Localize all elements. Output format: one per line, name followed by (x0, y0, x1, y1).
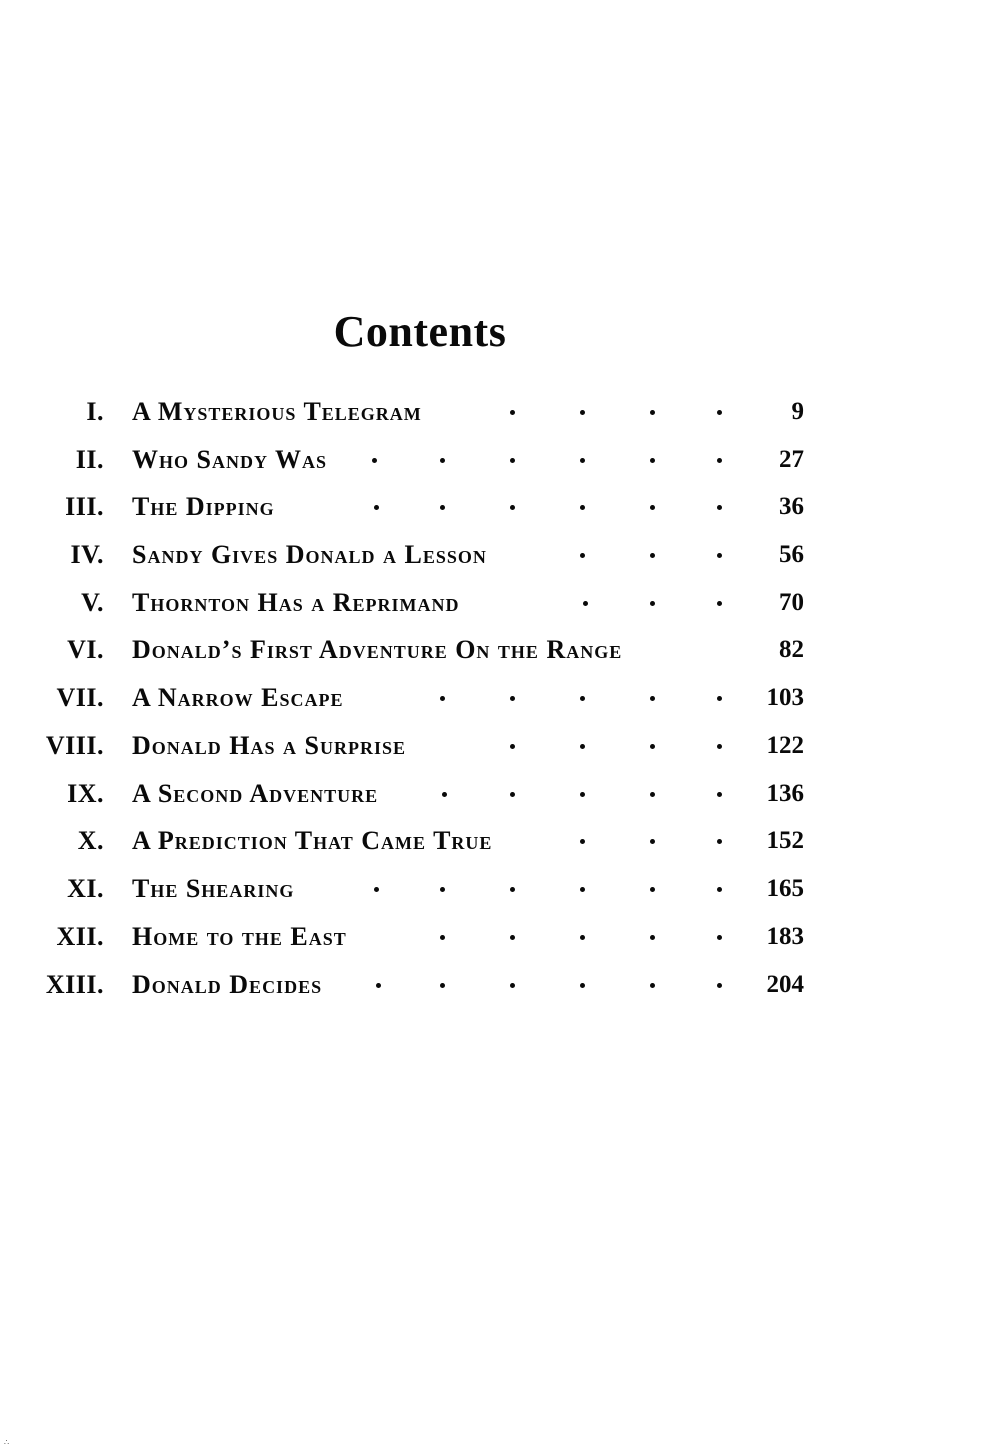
chapter-numeral: XI. (67, 874, 104, 903)
page-number: 9 (791, 398, 804, 425)
chapter-title: Donald Decides (132, 970, 323, 999)
dot-leaders (380, 965, 740, 1005)
chapter-title: Sandy Gives Donald a Lesson (132, 540, 487, 569)
chapter-title: The Dipping (132, 492, 275, 521)
toc-entry-11 (0, 869, 1000, 909)
toc-entry-4 (0, 535, 1000, 575)
chapter-title: Thornton Has a Reprimand (132, 588, 460, 617)
chapter-numeral: III. (65, 492, 104, 521)
chapter-numeral: XIII. (45, 970, 104, 999)
page-number: 204 (766, 971, 804, 998)
page-number: 165 (766, 875, 804, 902)
chapter-numeral: IX. (67, 779, 104, 808)
page-number: 183 (766, 923, 804, 950)
chapter-title: A Second Adventure (132, 779, 379, 808)
chapter-numeral: X. (77, 826, 104, 855)
page-number: 136 (766, 780, 804, 807)
toc-entry-12 (0, 917, 1000, 957)
chapter-numeral: VIII. (45, 731, 104, 760)
chapter-numeral: II. (75, 445, 104, 474)
page-number: 152 (766, 827, 804, 854)
chapter-title: A Prediction That Came True (132, 826, 493, 855)
chapter-title: Who Sandy Was (132, 445, 327, 474)
page-number: 27 (779, 446, 804, 473)
chapter-title: Home to the East (132, 922, 347, 951)
chapter-title: The Shearing (132, 874, 295, 903)
dot-leaders (380, 392, 740, 432)
dot-leaders (380, 869, 740, 909)
dot-leaders (380, 535, 740, 575)
scan-speck: ∴ (4, 1438, 10, 1447)
chapter-numeral: XII. (56, 922, 104, 951)
contents-heading: Contents (333, 307, 507, 356)
toc-entry-9 (0, 774, 1000, 814)
page-number: 70 (779, 589, 804, 616)
chapter-numeral: VI. (67, 635, 104, 664)
toc-entry-1 (0, 392, 1000, 432)
toc-entry-7 (0, 678, 1000, 718)
chapter-title: A Mysterious Telegram (132, 397, 422, 426)
chapter-numeral: VII. (56, 683, 104, 712)
page-number: 103 (766, 684, 804, 711)
dot-leaders (380, 726, 740, 766)
toc-entry-2 (0, 440, 1000, 480)
toc-entry-13 (0, 965, 1000, 1005)
toc-entry-8 (0, 726, 1000, 766)
dot-leaders (380, 583, 740, 623)
dot-leaders (380, 487, 740, 527)
dot-leaders (380, 821, 740, 861)
dot-leaders (380, 440, 740, 480)
chapter-numeral: I. (86, 397, 104, 426)
page-number: 56 (779, 541, 804, 568)
chapter-title: A Narrow Escape (132, 683, 344, 712)
toc-entry-10 (0, 821, 1000, 861)
page-number: 122 (766, 732, 804, 759)
toc-entry-6 (0, 630, 1000, 670)
chapter-title: Donald’s First Adventure On the Range (132, 635, 623, 664)
page-number: 82 (779, 636, 804, 663)
chapter-title: Donald Has a Surprise (132, 731, 406, 760)
toc-entry-5 (0, 583, 1000, 623)
dot-leaders (380, 917, 740, 957)
chapter-numeral: V. (81, 588, 104, 617)
dot-leaders (380, 678, 740, 718)
chapter-numeral: IV. (70, 540, 104, 569)
page-number: 36 (779, 493, 804, 520)
toc-entry-3 (0, 487, 1000, 527)
dot-leaders (380, 774, 740, 814)
